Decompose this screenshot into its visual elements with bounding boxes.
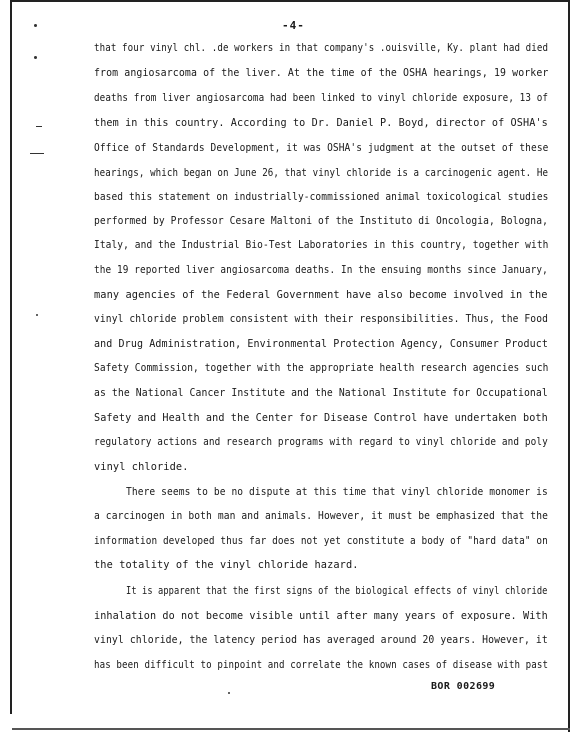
page-edge-right [568, 0, 570, 732]
page-edge-left [10, 0, 12, 714]
scan-speck [228, 692, 230, 694]
body-line: them in this country. According to Dr. Daniel P. Boyd, director of OSHA's [94, 117, 548, 129]
page-edge-bottom [12, 728, 570, 730]
body-line: hearings, which began on June 26, that vinyl chloride is a carcinogenic agent. He [94, 167, 549, 179]
bates-stamp: BOR 002699 [431, 681, 496, 692]
body-line: Office of Standards Development, it was OSHA's judgment at the outset of these [94, 142, 549, 154]
body-line: vinyl chloride problem consistent with their responsibilities. Thus, the Food [94, 313, 549, 325]
body-line: and Drug Administration, Environmental Protection Agency, Consumer Product [94, 338, 549, 350]
body-line: the totality of the vinyl chloride hazard. [94, 559, 359, 571]
body-line: It is apparent that the first signs of the biological effects of vinyl chloride [126, 585, 548, 597]
scan-speck [34, 56, 37, 59]
scan-speck [30, 153, 44, 154]
body-line: Safety Commission, together with the appropriate health research agencies such [94, 362, 549, 374]
body-line: performed by Professor Cesare Maltoni of the Instituto di Oncologia, Bologna, [94, 215, 549, 227]
body-line: vinyl chloride. [94, 461, 189, 473]
body-line: Safety and Health and the Center for Disease Control have undertaken both [94, 412, 548, 424]
body-line: has been difficult to pinpoint and correlate the known cases of disease with past [94, 659, 549, 671]
body-line: inhalation do not become visible until after many years of exposure. With [94, 610, 548, 622]
body-line: as the National Cancer Institute and the National Institute for Occupational [94, 387, 548, 399]
body-line: a carcinogen in both man and animals. However, it must be emphasized that the [94, 510, 549, 522]
scan-speck [36, 126, 42, 127]
body-line: deaths from liver angiosarcoma had been linked to vinyl chloride exposure, 13 of [94, 92, 549, 104]
page-edge-top [10, 0, 570, 2]
body-line: information developed thus far does not yet constitute a body of "hard data" on [94, 535, 548, 547]
body-line: Italy, and the Industrial Bio-Test Laboratories in this country, together with [94, 239, 549, 251]
body-line: vinyl chloride, the latency period has averaged around 20 years. However, it [94, 634, 548, 646]
body-line: based this statement on industrially-commissioned animal toxicological studies [94, 191, 549, 203]
scan-speck [36, 314, 38, 316]
body-line: regulatory actions and research programs with regard to vinyl chloride and poly [94, 436, 548, 448]
body-line: the 19 reported liver angiosarcoma deaths. In the ensuing months since January, [94, 264, 548, 276]
body-line: many agencies of the Federal Government have also become involved in the [94, 289, 548, 301]
body-line: from angiosarcoma of the liver. At the time of the OSHA hearings, 19 worker [94, 67, 549, 79]
body-line: that four vinyl chl. .de workers in that company's .ouisville, Ky. plant had died [94, 42, 549, 54]
body-line: There seems to be no dispute at this time that vinyl chloride monomer is [126, 486, 548, 498]
page-number: -4- [282, 19, 305, 32]
scan-speck [34, 24, 37, 27]
